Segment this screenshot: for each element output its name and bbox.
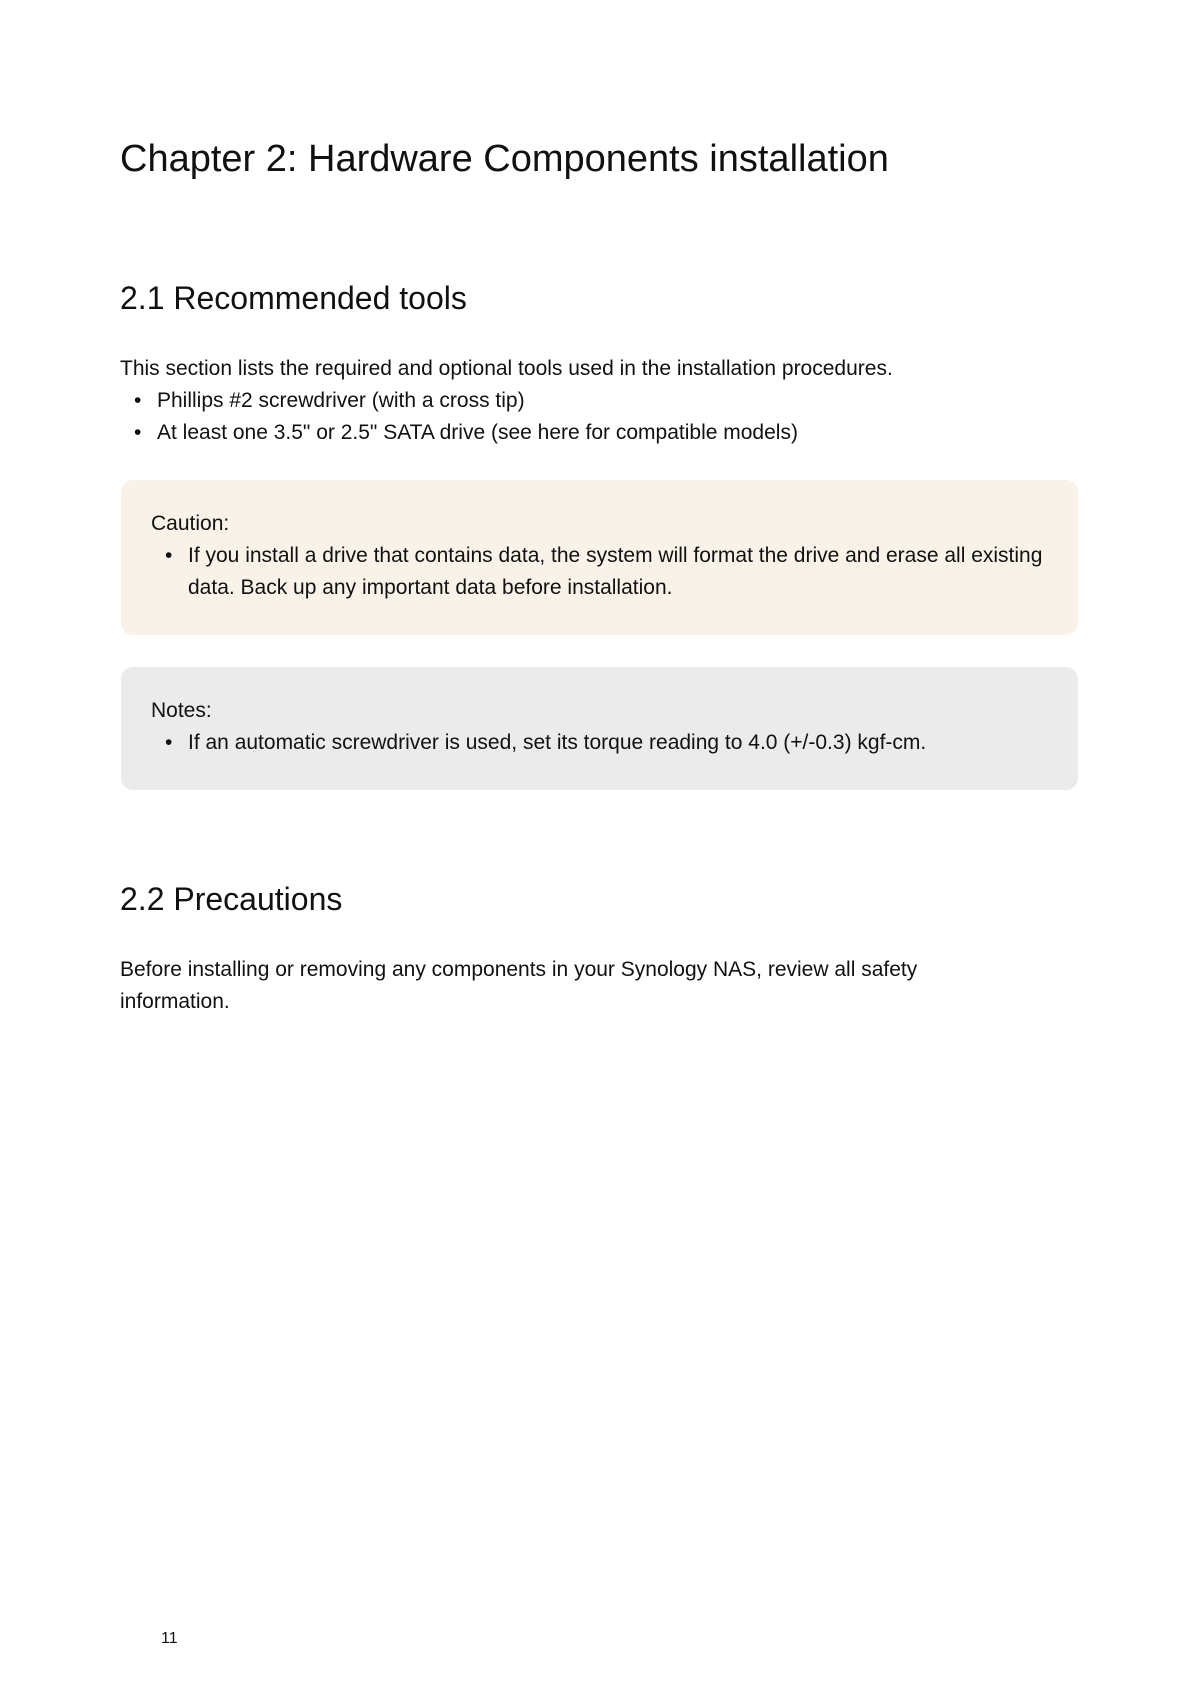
notes-box [121, 667, 1078, 790]
list-item: • If you install a drive that contains data, the system will format the drive and erase all existing data. Back up any important data before installation. [188, 540, 1048, 604]
tools-section [120, 353, 1080, 449]
notes-label: Notes: [151, 699, 212, 722]
list-item: • Phillips #2 screwdriver (with a cross tip) [157, 385, 1080, 417]
caution-label: Caution: [151, 512, 230, 535]
tools-list [120, 385, 1080, 449]
caution-box [121, 480, 1078, 635]
chapter-title: Chapter 2: Hardware Components installation [120, 138, 889, 180]
precautions-body: Before installing or removing any components in your Synology NAS, review all safety information. [120, 958, 918, 1013]
list-item: • At least one 3.5" or 2.5" SATA drive (see here for compatible models) [157, 417, 1080, 449]
list-item: • If an automatic screwdriver is used, set its torque reading to 4.0 (+/-0.3) kgf-cm. [188, 727, 1048, 759]
section-heading-precautions: 2.2 Precautions [120, 881, 343, 917]
tools-intro: This section lists the required and optional tools used in the installation procedures. [120, 357, 893, 380]
section-heading-recommended-tools: 2.1 Recommended tools [120, 280, 467, 316]
page-number: 11 [161, 1630, 178, 1647]
